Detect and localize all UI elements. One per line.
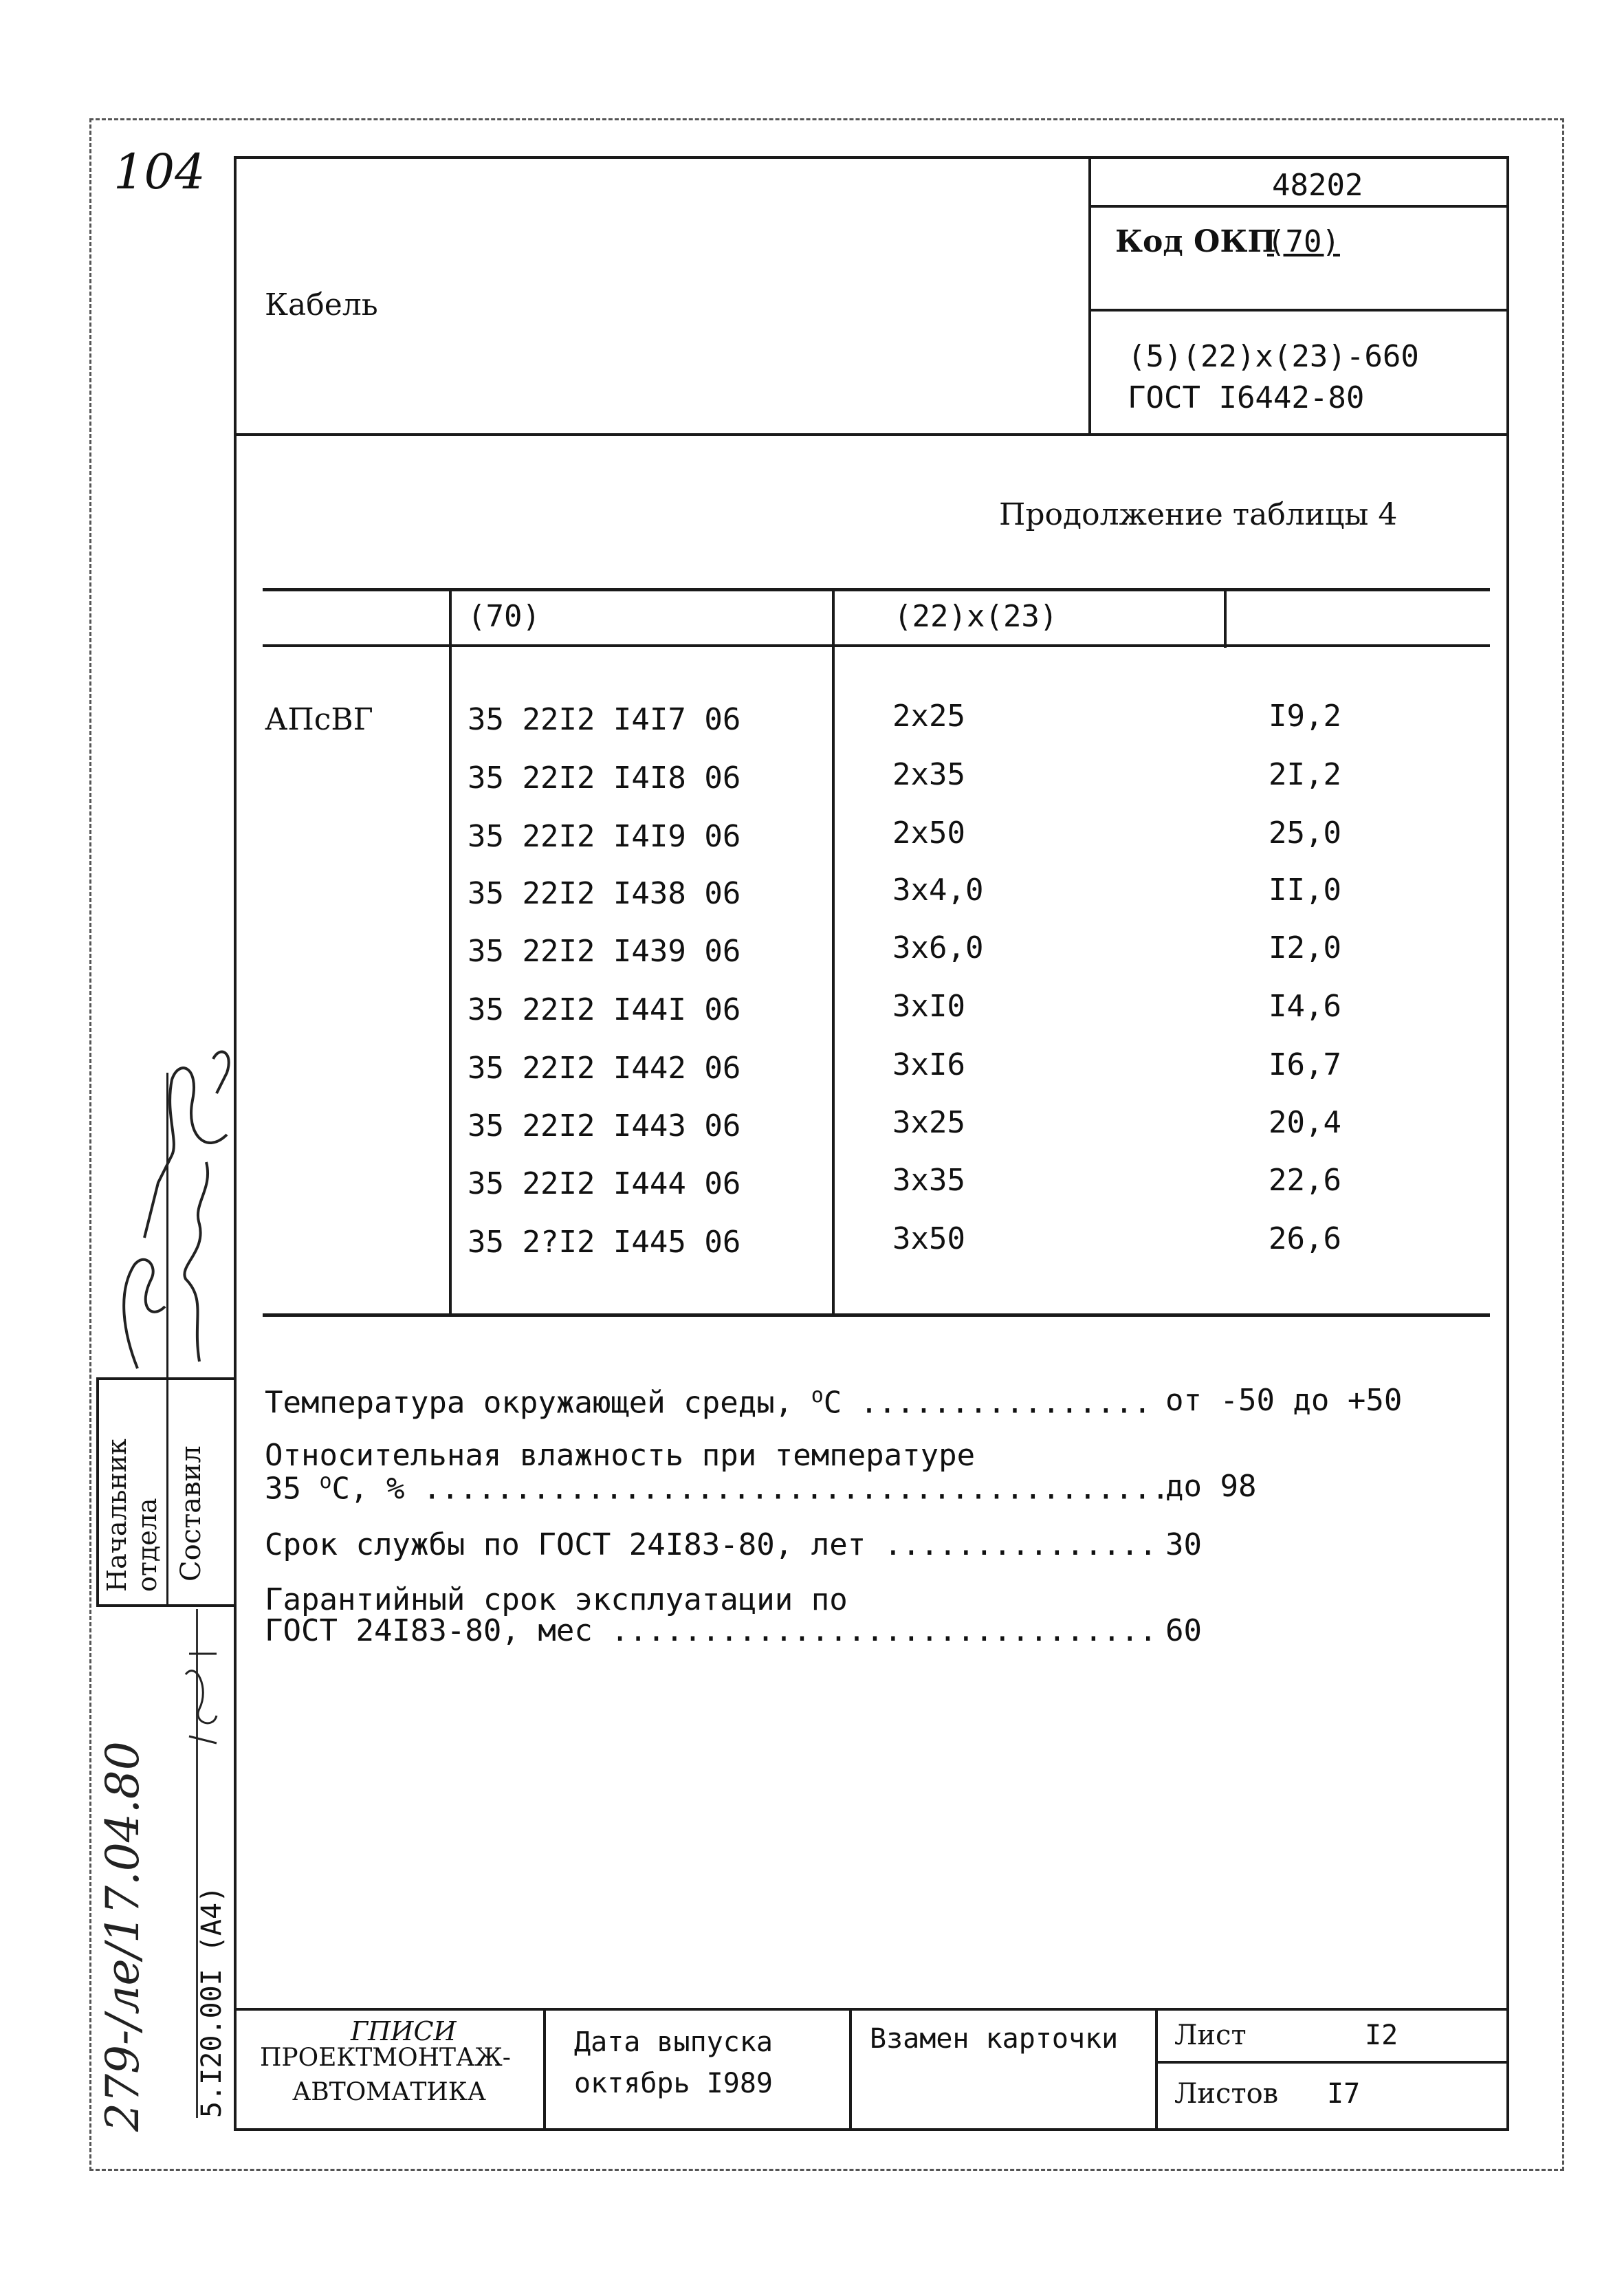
row-code: 35 22I2 I4I7 06 — [468, 702, 741, 737]
okp-label: Код ОКП — [1115, 224, 1276, 259]
org-line2: ПРОЕКТМОНТАЖ- — [260, 2044, 511, 2072]
compiled-label: Составил — [175, 1445, 207, 1582]
footer-divider-3 — [1155, 2008, 1158, 2130]
table-col-divider-1 — [449, 589, 452, 1315]
row-code: 35 22I2 I439 06 — [468, 934, 741, 969]
row-code: 35 22I2 I438 06 — [468, 876, 741, 911]
row-code: 35 22I2 I442 06 — [468, 1051, 741, 1086]
spec-temperature-label: Температура окружающей среды, — [265, 1385, 811, 1421]
product-name: Кабель — [265, 287, 378, 322]
org-line1: ГПИСИ — [351, 2016, 457, 2046]
okp-value: (70) — [1267, 224, 1340, 259]
table-bottom-line — [263, 1313, 1490, 1317]
spec-humidity-value: до 98 — [1165, 1469, 1257, 1504]
continuation-title: Продолжение таблицы 4 — [999, 497, 1398, 532]
org-line3: АВТОМАТИКА — [292, 2078, 486, 2106]
row-size: 2х35 — [892, 757, 965, 792]
designation-line1: (5)(22)х(23)-660 — [1128, 339, 1419, 374]
spec-humidity-line1: Относительная влажность при температуре — [265, 1438, 976, 1473]
table-col-divider-2 — [832, 589, 835, 1315]
table-header-size: (22)х(23) — [894, 599, 1058, 634]
row-code: 35 22I2 I44I 06 — [468, 992, 741, 1027]
signature-box-left — [96, 1377, 99, 1606]
footer-divider-2 — [849, 2008, 852, 2130]
row-value: 25,0 — [1269, 816, 1341, 851]
row-code: 35 22I2 I4I9 06 — [468, 819, 741, 854]
code-number: 48202 — [1272, 168, 1363, 203]
row-size: 3х6,0 — [892, 930, 984, 965]
spec-service-label: Срок службы по ГОСТ 24I83-80, лет — [265, 1527, 884, 1562]
header-vertical-divider — [1088, 156, 1091, 435]
spec-temperature-dots: ................ — [859, 1385, 1152, 1421]
spec-temperature-value: от -50 до +50 — [1165, 1383, 1403, 1418]
table-top-line — [263, 588, 1490, 591]
row-code: 35 22I2 I444 06 — [468, 1166, 741, 1201]
row-size: 3хI6 — [892, 1047, 965, 1082]
footer-top-line — [234, 2008, 1509, 2011]
signature-box-top — [96, 1377, 234, 1380]
row-value: II,0 — [1269, 873, 1341, 908]
degree-sup: о — [319, 1469, 332, 1494]
signature-scribble — [96, 976, 241, 1375]
spec-temperature — [265, 1386, 1152, 1419]
row-value: I9,2 — [1269, 699, 1341, 734]
row-size: 3х25 — [892, 1105, 965, 1140]
row-value: 26,6 — [1269, 1221, 1341, 1256]
spec-service-dots: ............... — [884, 1527, 1158, 1562]
header-right-hline1 — [1088, 205, 1509, 208]
handwritten-page-number: 104 — [113, 144, 206, 200]
dept-head-label: Начальник отдела — [102, 1439, 162, 1592]
cable-type-label: АПсВГ — [265, 702, 373, 737]
table-header-line — [263, 644, 1490, 647]
row-value: 20,4 — [1269, 1105, 1341, 1140]
spec-humidity-prefix: 35 — [265, 1471, 320, 1507]
footer-divider-1 — [543, 2008, 546, 2130]
spec-warranty-dots: .............................. — [611, 1613, 1158, 1648]
row-code: 35 22I2 I4I8 06 — [468, 761, 741, 796]
table-header-code: (70) — [468, 599, 540, 634]
row-value: I4,6 — [1269, 989, 1341, 1024]
row-value: 2I,2 — [1269, 757, 1341, 792]
replace-card-label: Взамен карточки — [870, 2023, 1119, 2055]
row-value: 22,6 — [1269, 1163, 1341, 1198]
card-frame — [234, 156, 1509, 2131]
format-code: 5.I20.00I (А4) — [196, 1885, 228, 2118]
footer-sheet-hline — [1155, 2061, 1509, 2064]
row-size: 3х35 — [892, 1163, 965, 1198]
spec-humidity-dots: ......................................... — [423, 1471, 1170, 1507]
header-bottom-line — [234, 433, 1509, 436]
spec-warranty-value: 60 — [1165, 1613, 1202, 1648]
signature-box-bottom — [96, 1604, 234, 1607]
row-size: 2х50 — [892, 816, 965, 851]
table-col-divider-3 — [1224, 589, 1227, 648]
sheets-value: I7 — [1327, 2078, 1361, 2110]
release-date-value: октябрь I989 — [574, 2068, 773, 2099]
row-size: 2х25 — [892, 699, 965, 734]
row-code: 35 2?I2 I445 06 — [468, 1225, 741, 1260]
sheets-label: Листов — [1174, 2078, 1279, 2110]
designation-line2: ГОСТ I6442-80 — [1128, 380, 1365, 415]
release-date-label: Дата выпуска — [574, 2026, 773, 2058]
row-value: I2,0 — [1269, 930, 1341, 965]
sheet-value: I2 — [1365, 2020, 1398, 2051]
handwritten-reference: 279-/ле/17.04.80 — [96, 1741, 149, 2132]
spec-warranty-line1: Гарантийный срок эксплуатации по — [265, 1582, 848, 1617]
spec-humidity-unit: С, % — [331, 1471, 423, 1507]
header-right-hline2 — [1088, 309, 1509, 311]
row-size: 3х50 — [892, 1221, 965, 1256]
row-code: 35 22I2 I443 06 — [468, 1108, 741, 1144]
spec-temperature-unit: С — [823, 1385, 860, 1421]
sheet-label: Лист — [1174, 2020, 1247, 2051]
row-size: 3хI0 — [892, 989, 965, 1024]
spec-humidity-line2 — [265, 1469, 1170, 1507]
spec-service-value: 30 — [1165, 1527, 1202, 1562]
row-size: 3х4,0 — [892, 873, 984, 908]
spec-warranty-label: ГОСТ 24I83-80, мес — [265, 1613, 611, 1648]
degree-sup: о — [811, 1384, 824, 1408]
spec-service — [265, 1527, 1158, 1562]
initials-scribble — [175, 1647, 230, 1757]
row-value: I6,7 — [1269, 1047, 1341, 1082]
spec-warranty-line2 — [265, 1613, 1158, 1648]
